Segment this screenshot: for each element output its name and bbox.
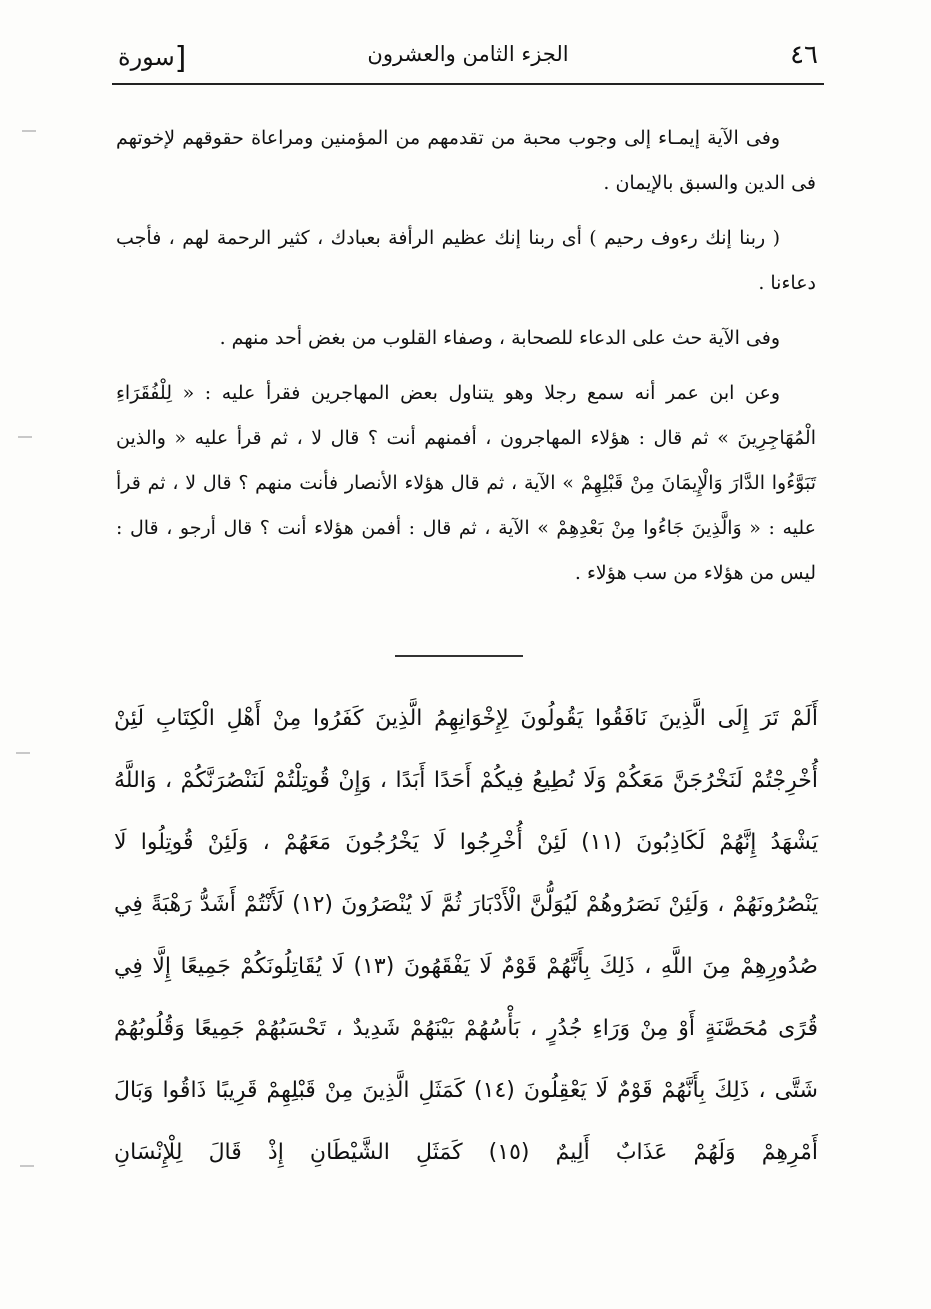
running-title: الجزء الثامن والعشرون — [367, 42, 569, 66]
margin-mark — [20, 1165, 34, 1167]
bracket-mark: [ — [174, 41, 187, 76]
verses-text: أَلَمْ تَرَ إِلَى الَّذِينَ نَافَقُوا يَقُولُونَ لِإِخْوَانِهِمُ الَّذِينَ كَفَرُوا مِنْ أَهْلِ الْكِتَابِ لَئِنْ أُخْرِجْتُمْ لَنَخْرُجَنَّ مَعَكُمْ وَلَا نُطِيعُ فِيكُمْ أَحَدًا أَبَدًا ، وَإِنْ قُوتِلْتُمْ لَنَنْصُرَنَّكُمْ ، وَاللَّهُ يَشْهَدُ إِنَّهُمْ لَكَاذِبُونَ (١١) لَئِنْ أُخْرِجُوا لَا يَخْرُجُونَ مَعَهُمْ ، وَلَئِنْ قُوتِلُوا لَا يَنْصُرُونَهُمْ ، وَلَئِنْ نَصَرُوهُمْ لَيُوَلُّنَّ الْأَدْبَارَ ثُمَّ لَا يُنْصَرُونَ (١٢) لَأَنْتُمْ أَشَدُّ رَهْبَةً فِي صُدُورِهِمْ مِنَ اللَّهِ ، ذَلِكَ بِأَنَّهُمْ قَوْمٌ لَا يَفْقَهُونَ (١٣) لَا يُقَاتِلُونَكُمْ جَمِيعًا إِلَّا فِي قُرًى مُحَصَّنَةٍ أَوْ مِنْ وَرَاءِ جُدُرٍ ، بَأْسُهُمْ بَيْنَهُمْ شَدِيدٌ ، تَحْسَبُهُمْ جَمِيعًا وَقُلُوبُهُمْ شَتَّى ، ذَلِكَ بِأَنَّهُمْ قَوْمٌ لَا يَعْقِلُونَ (١٤) كَمَثَلِ الَّذِينَ مِنْ قَبْلِهِمْ قَرِيبًا ذَاقُوا وَبَالَ أَمْرِهِمْ وَلَهُمْ عَذَابٌ أَلِيمٌ (١٥) كَمَثَلِ الشَّيْطَانِ إِذْ قَالَ لِلْإِنْسَانِ — [114, 706, 818, 1165]
page-number: ٤٦ — [790, 40, 818, 70]
page-header — [118, 30, 818, 86]
commentary-section — [116, 116, 816, 606]
surah-label — [118, 38, 194, 76]
header-rule — [112, 83, 824, 85]
margin-mark — [18, 436, 32, 438]
margin-mark — [16, 752, 30, 754]
commentary-paragraph-4: وعن ابن عمر أنه سمع رجلا وهو يتناول بعض المهاجرين فقرأ عليه : « لِلْفُقَرَاءِ الْمُهَاجِرِينَ » ثم قال : هؤلاء المهاجرون ، أفمنهم أنت ؟ قال لا ، ثم قرأ عليه « والذين تَبَوَّءُوا الدَّارَ وَالْإِيمَانَ مِنْ قَبْلِهِمْ » الآية ، ثم قال هؤلاء الأنصار فأنت منهم ؟ قال لا ، ثم قرأ عليه : « وَالَّذِينَ جَاءُوا مِنْ بَعْدِهِمْ » الآية ، ثم قال : أفمن هؤلاء أنت ؟ قال أرجو ، قال : ليس من هؤلاء من سب هؤلاء . — [116, 382, 816, 584]
commentary-paragraph-3: وفى الآية حث على الدعاء للصحابة ، وصفاء القلوب من بغض أحد منهم . — [219, 327, 780, 349]
section-divider — [395, 655, 523, 657]
commentary-paragraph-2: ( ربنا إنك رءوف رحيم ) أى ربنا إنك عظيم الرأفة بعبادك ، كثير الرحمة لهم ، فأجب دعاءنا . — [116, 227, 816, 294]
surah-label-text: سورة — [118, 43, 175, 71]
quran-verses — [114, 688, 818, 1184]
margin-mark — [22, 130, 36, 132]
commentary-paragraph-1: وفى الآية إيمـاء إلى وجوب محبة من تقدمهم من المؤمنين ومراعاة حقوقهم لإخوتهم فى الدين والسبق بالإيمان . — [116, 127, 816, 194]
